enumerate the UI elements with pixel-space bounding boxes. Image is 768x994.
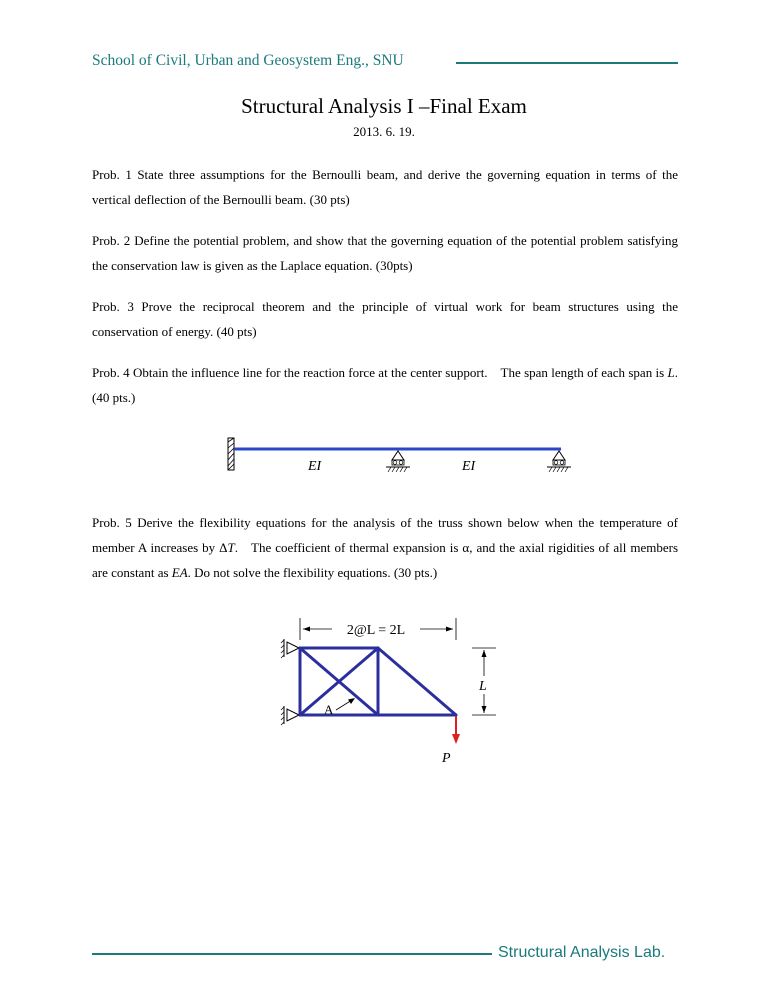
lab-name: Structural Analysis Lab.: [498, 944, 666, 961]
continuous-beam-figure: [220, 430, 580, 480]
truss-width-dimension: 2@L = 2L: [346, 623, 406, 638]
page-header: [92, 52, 678, 76]
problem-4: Prob. 4 Obtain the influence line for the reaction force at the center support. The span length of each span is L. (40 pts.): [92, 365, 678, 405]
load-label: P: [442, 751, 451, 766]
exam-title: Structural Analysis I –Final Exam: [241, 94, 527, 118]
roller-support-right: [547, 451, 571, 472]
member-a-label: A: [324, 702, 334, 717]
roller-support-center: [386, 451, 410, 472]
footer-rule: [92, 953, 492, 955]
school-name: School of Civil, Urban and Geosystem Eng., SNU: [92, 52, 404, 69]
fixed-support-left: [228, 438, 234, 470]
problem-2: Prob. 2 Define the potential problem, and show that the governing equation of the potential problem satisfying the conservation law is given as the Laplace equation. (30pts): [92, 233, 678, 273]
problem-3: Prob. 3 Prove the reciprocal theorem and the principle of virtual work for beam structures using the conservation of energy. (40 pts): [92, 299, 678, 339]
problem-5: Prob. 5 Derive the flexibility equations for the analysis of the truss shown below when the temperature of member A increases by ΔT. The coefficient of thermal expansion is α, and the axial rigidities of all members are constant as EA. Do not solve the flexibility equations. (30 pts.): [92, 515, 679, 580]
truss-height-dimension: L: [479, 679, 487, 694]
pin-support-top: [281, 639, 299, 658]
header-rule: [456, 62, 678, 64]
exam-date: 2013. 6. 19.: [353, 124, 415, 139]
truss-figure: [270, 610, 510, 770]
pin-support-bottom: [281, 706, 299, 725]
problem-1: Prob. 1 State three assumptions for the Bernoulli beam, and derive the governing equation in terms of the vertical deflection of the Bernoulli beam. (30 pts): [92, 167, 678, 207]
beam-label-left: EI: [308, 459, 322, 474]
beam-label-right: EI: [462, 459, 476, 474]
